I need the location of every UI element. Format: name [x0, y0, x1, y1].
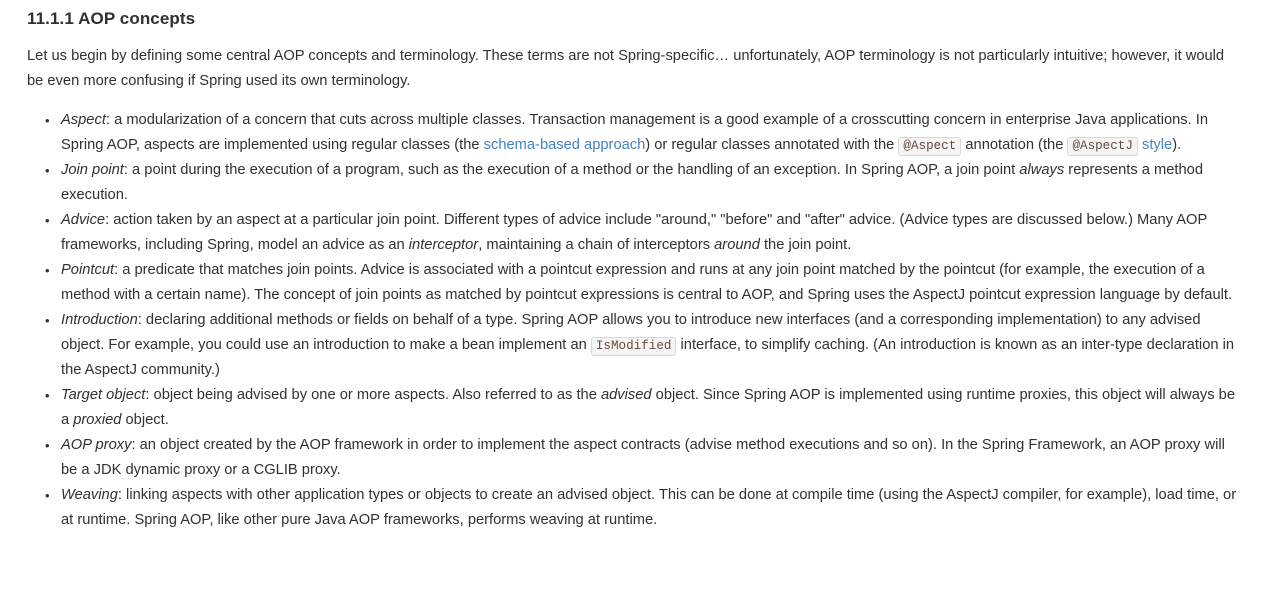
list-item — [45, 483, 1242, 533]
body-text: : a modularization of a concern that cuts across multiple classes. Transaction management is a good example of a crosscutting concern in enterprise Java applications. In Spring AOP, aspects are implemented using regular classes (the — [61, 112, 1209, 153]
concept-term: Weaving — [61, 487, 118, 503]
concept-term: AOP proxy — [61, 437, 132, 453]
code-span: @AspectJ — [1067, 137, 1137, 156]
emphasis-text: around — [714, 237, 760, 253]
body-text: annotation (the — [961, 137, 1068, 153]
intro-paragraph: Let us begin by defining some central AOP concepts and terminology. These terms are not Spring-specific… unfortunately, AOP terminology is not particularly intuitive; however, it would be even more confusing if Spring used its own terminology. — [27, 48, 1225, 89]
page-title: 11.1.1 AOP concepts — [27, 9, 196, 28]
body-text: : a point during the execution of a program, such as the execution of a method or the handling of an exception. In Spring AOP, a join point — [123, 162, 1020, 178]
list-item — [45, 383, 1242, 433]
body-text: : a predicate that matches join points. Advice is associated with a pointcut expression and runs at any join point matched by the pointcut (for example, the execution of a method with a certain name). The concept of join points as matched by pointcut expressions is central to AOP, and Spring uses the AspectJ pointcut expression language by default. — [61, 262, 1233, 303]
concept-term: Target object — [61, 387, 146, 403]
code-span: IsModified — [591, 337, 677, 356]
body-text: interface, to simplify caching. (An introduction is known as an inter-type declaration in the AspectJ community.) — [61, 337, 1235, 378]
list-item — [45, 258, 1242, 308]
concept-term: Aspect — [61, 112, 106, 128]
aop-concepts-list — [27, 108, 1242, 533]
body-text: : object being advised by one or more aspects. Also referred to as the — [145, 387, 601, 403]
body-text: object. — [121, 412, 169, 428]
body-text: represents a method execution. — [61, 162, 1204, 203]
doc-link[interactable]: style — [1137, 137, 1173, 153]
list-item — [45, 108, 1242, 158]
body-text: the join point. — [759, 237, 852, 253]
emphasis-text: advised — [600, 387, 652, 403]
concept-term: Join point — [61, 162, 124, 178]
concept-term: Pointcut — [61, 262, 115, 278]
body-text: , maintaining a chain of interceptors — [478, 237, 715, 253]
list-item — [45, 208, 1242, 258]
code-span: @Aspect — [898, 137, 961, 156]
list-item — [45, 308, 1242, 383]
body-text: : an object created by the AOP framework in order to implement the aspect contracts (advise method executions and so on). In the Spring Framework, an AOP proxy will be a JDK dynamic proxy or a CGLIB proxy. — [61, 437, 1225, 478]
body-text: object. Since Spring AOP is implemented using runtime proxies, this object will always be a — [61, 387, 1236, 428]
concept-term: Advice — [61, 212, 106, 228]
list-item — [45, 158, 1242, 208]
body-text: : linking aspects with other application types or objects to create an advised object. This can be done at compile time (using the AspectJ compiler, for example), load time, or at runtime. Spring AOP, like other pure Java AOP frameworks, performs weaving at runtime. — [61, 487, 1237, 528]
body-text: ). — [1172, 137, 1182, 153]
doc-link[interactable]: schema-based approach — [483, 137, 646, 153]
concept-term: Introduction — [61, 312, 138, 328]
list-item — [45, 433, 1242, 483]
body-text: ) or regular classes annotated with the — [645, 137, 899, 153]
emphasis-text: proxied — [73, 412, 122, 428]
body-text: : declaring additional methods or fields on behalf of a type. Spring AOP allows you to introduce new interfaces (and a corresponding implementation) to any advised object. For example, you could use an introduction to make a bean implement an — [61, 312, 1201, 353]
body-text: : action taken by an aspect at a particular join point. Different types of advice include "around," "before" and "after" advice. (Advice types are discussed below.) Many AOP frameworks, including Spring, model an advice as an — [61, 212, 1207, 253]
emphasis-text: always — [1019, 162, 1065, 178]
emphasis-text: interceptor — [408, 237, 479, 253]
